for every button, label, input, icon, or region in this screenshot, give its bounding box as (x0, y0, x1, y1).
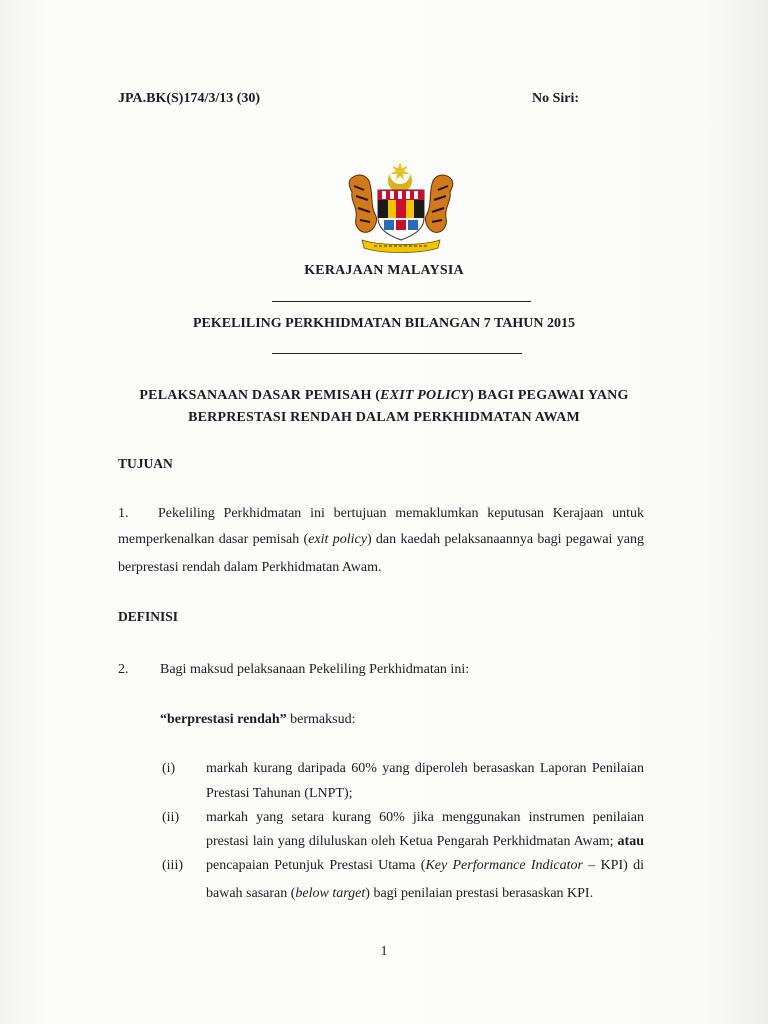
paragraph-1-line-2: memperkenalkan dasar pemisah (exit policy) dan kaedah pelaksanaannya bagi pegawai yang (118, 532, 644, 547)
section-heading-definisi: DEFINISI (118, 609, 179, 624)
serial-number-label: No Siri: (532, 91, 580, 106)
malaysia-coat-of-arms-icon (340, 160, 462, 256)
divider-top (272, 301, 531, 302)
list-item-line: markah yang setara kurang 60% jika menggunakan instrumen penilaian (206, 810, 644, 825)
government-heading: KERAJAAN MALAYSIA (304, 263, 464, 278)
document-title-line-2: BERPRESTASI RENDAH DALAM PERKHIDMATAN AWAM (188, 410, 580, 425)
section-heading-tujuan: TUJUAN (118, 456, 173, 471)
paragraph-1-line-1: Pekeliling Perkhidmatan ini bertujuan memaklumkan keputusan Kerajaan untuk (158, 506, 644, 521)
reference-number: JPA.BK(S)174/3/13 (30) (118, 91, 261, 106)
document-title-line-1: PELAKSANAAN DASAR PEMISAH (EXIT POLICY) BAGI PEGAWAI YANG (139, 388, 629, 403)
paragraph-2-text: Bagi maksud pelaksanaan Pekeliling Perkhidmatan ini: (160, 662, 470, 677)
circular-number: PEKELILING PERKHIDMATAN BILANGAN 7 TAHUN 2015 (192, 316, 576, 331)
list-item-line: Prestasi Tahunan (LNPT); (206, 786, 353, 801)
list-item-line: prestasi lain yang diluluskan oleh Ketua Pengarah Perkhidmatan Awam; atau (206, 834, 644, 849)
divider-bottom (272, 353, 522, 354)
paragraph-2-number: 2. (118, 662, 129, 677)
paragraph-1-line-3: berprestasi rendah dalam Perkhidmatan Awam. (118, 560, 382, 575)
list-item-line: pencapaian Petunjuk Prestasi Utama (Key Performance Indicator – KPI) di (206, 858, 644, 873)
list-item-number: (ii) (162, 810, 180, 825)
definition-term: “berprestasi rendah” bermaksud: (160, 712, 356, 727)
page-number: 1 (380, 944, 388, 959)
list-item-line: bawah sasaran (below target) bagi penilaian prestasi berasaskan KPI. (206, 886, 594, 901)
list-item-number: (i) (162, 761, 176, 776)
list-item-number: (iii) (162, 858, 183, 873)
list-item-line: markah kurang daripada 60% yang diperoleh berasaskan Laporan Penilaian (206, 761, 644, 776)
paragraph-1-number: 1. (118, 506, 129, 521)
